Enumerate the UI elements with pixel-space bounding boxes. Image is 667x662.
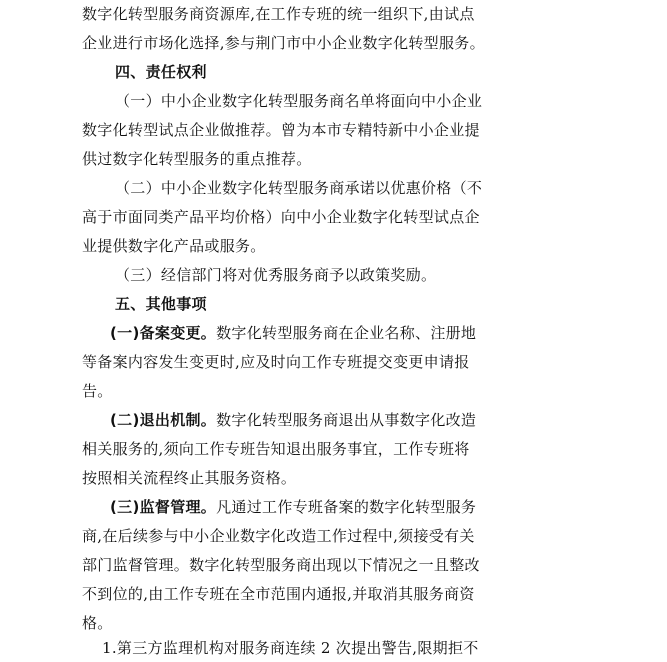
paragraph-line: 业提供数字化产品或服务。: [82, 237, 266, 255]
section-heading: 四、责任权利: [115, 63, 207, 81]
paragraph-line: （二）中小企业数字化转型服务商承诺以优惠价格（不: [115, 179, 483, 197]
paragraph-line: 等备案内容发生变更时,应及时向工作专班提交变更申请报: [82, 353, 470, 371]
subsection-label: (三)监督管理。: [110, 498, 217, 516]
subsection-label: (二)退出机制。: [110, 411, 217, 429]
paragraph-text: 凡通过工作专班备案的数字化转型服务: [216, 498, 477, 516]
subsection-label: (一)备案变更。: [110, 324, 217, 342]
paragraph-line: 1.第三方监理机构对服务商连续 2 次提出警告,限期拒不: [102, 639, 479, 657]
paragraph-line: 部门监督管理。数字化转型服务商出现以下情况之一且整改: [82, 556, 480, 574]
paragraph-line: 企业进行市场化选择,参与荆门市中小企业数字化转型服务。: [82, 34, 485, 52]
paragraph-line: 商,在后续参与中小企业数字化改造工作过程中,须接受有关: [82, 527, 475, 545]
paragraph-line: 相关服务的,须向工作专班告知退出服务事宜，工作专班将: [82, 440, 470, 458]
paragraph-line: 高于市面同类产品平均价格）向中小企业数字化转型试点企: [82, 208, 480, 226]
paragraph-line: （三）经信部门将对优秀服务商予以政策奖励。: [115, 266, 437, 284]
paragraph-line: 告。: [82, 382, 113, 400]
paragraph-line: [110, 493, 662, 521]
paragraph-line: [110, 406, 662, 434]
paragraph-line: 供过数字化转型服务的重点推荐。: [82, 150, 312, 168]
paragraph-text: 数字化转型服务商退出从事数字化改造: [216, 411, 477, 429]
paragraph-line: [110, 319, 662, 347]
paragraph-line: 数字化转型试点企业做推荐。曾为本市专精特新中小企业提: [82, 121, 480, 139]
paragraph-line: 不到位的,由工作专班在全市范围内通报,并取消其服务商资: [82, 585, 475, 603]
paragraph-line: 格。: [82, 614, 113, 632]
paragraph-line: （一）中小企业数字化转型服务商名单将面向中小企业: [115, 92, 483, 110]
paragraph-line: 按照相关流程终止其服务资格。: [82, 469, 297, 487]
paragraph-text: 数字化转型服务商在企业名称、注册地: [216, 324, 477, 342]
section-heading: 五、其他事项: [115, 295, 207, 313]
paragraph-line: 数字化转型服务商资源库,在工作专班的统一组织下,由试点: [82, 5, 475, 23]
